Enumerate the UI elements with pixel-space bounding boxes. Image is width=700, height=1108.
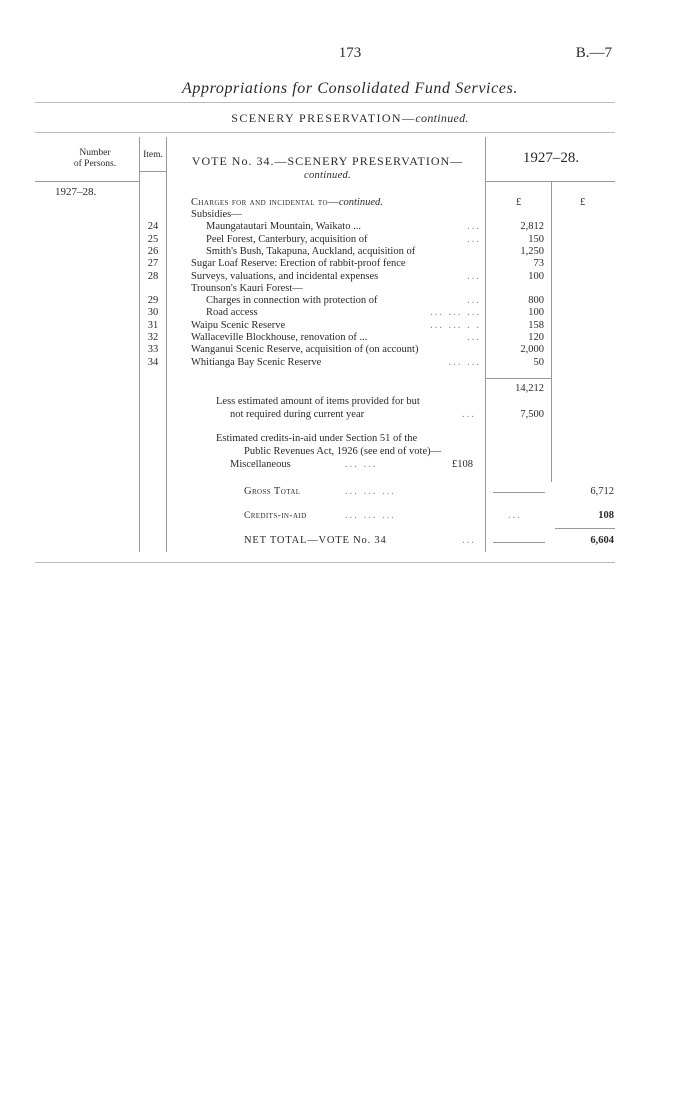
header-item: Item. bbox=[143, 150, 163, 160]
header-year: 1927–28. bbox=[522, 150, 580, 166]
currency-col2: £ bbox=[580, 197, 586, 208]
less-line2: not required during current year bbox=[230, 409, 365, 420]
item-header-rule bbox=[140, 171, 166, 172]
item-number: 30 bbox=[147, 307, 159, 319]
item-number: 26 bbox=[147, 245, 159, 257]
page-title: Appropriations for Consolidated Fund Services. bbox=[182, 80, 518, 97]
net-total-dots: ... bbox=[462, 535, 476, 546]
item-description: Road access bbox=[206, 307, 258, 319]
net-total-rule bbox=[555, 528, 615, 529]
item-number: 31 bbox=[147, 319, 159, 331]
persons-year: 1927–28. bbox=[55, 186, 97, 198]
item-description: Peel Forest, Canterbury, acquisition of bbox=[206, 233, 368, 245]
item-dots: ... bbox=[467, 270, 481, 282]
credits-note-dots: ... ... bbox=[345, 459, 378, 470]
item-dots: ... bbox=[467, 295, 481, 307]
item-number: 34 bbox=[147, 356, 159, 368]
header-vote-line1: VOTE No. 34.—SCENERY PRESERVATION— bbox=[191, 154, 464, 168]
credits-in-aid-label: Credits-in-aid bbox=[244, 511, 307, 521]
item-number: 28 bbox=[147, 270, 159, 282]
credits-in-aid-amount: 108 bbox=[598, 510, 614, 521]
item-description: Whitianga Bay Scenic Reserve bbox=[191, 356, 322, 368]
page-number: 173 bbox=[338, 45, 362, 61]
item-amount: 100 bbox=[528, 307, 544, 319]
persons-header-rule bbox=[35, 181, 139, 182]
item-amount: 100 bbox=[528, 270, 544, 282]
item-number: 24 bbox=[147, 221, 159, 233]
item-amount: 2,812 bbox=[520, 221, 544, 233]
item-description: Surveys, valuations, and incidental expenses bbox=[191, 270, 379, 282]
charges-heading-main: Charges for and incidental to— bbox=[191, 197, 339, 208]
charges-heading bbox=[191, 197, 383, 209]
item-amount: 50 bbox=[533, 356, 544, 368]
gross-col1-rule bbox=[493, 492, 545, 493]
header-persons-line1: Number bbox=[79, 148, 111, 158]
header-vote-line2: continued. bbox=[303, 170, 352, 181]
item-description: Maungatautari Mountain, Waikato ... bbox=[206, 221, 361, 233]
item-number: 29 bbox=[147, 295, 159, 307]
item-description: Trounson's Kauri Forest— bbox=[191, 282, 303, 294]
gross-total-dots: ... ... ... bbox=[345, 486, 396, 497]
item-description: Smith's Bush, Takapuna, Auckland, acquisition of bbox=[206, 245, 416, 257]
report-reference: B.—7 bbox=[575, 45, 612, 61]
item-amount: 158 bbox=[528, 319, 544, 331]
item-dots: ... bbox=[467, 332, 481, 343]
charges-heading-cont: continued. bbox=[338, 197, 383, 208]
item-number: 25 bbox=[147, 233, 159, 245]
currency-col1: £ bbox=[516, 197, 522, 208]
item-dots: ... bbox=[467, 233, 481, 245]
subtotal-rule bbox=[486, 378, 551, 379]
gross-total-amount: 6,712 bbox=[590, 486, 614, 497]
col-rule-amount bbox=[551, 182, 552, 482]
subtotal-amount: 14,212 bbox=[515, 383, 544, 394]
gross-total-label: Gross Total bbox=[244, 486, 301, 497]
net-total-label: NET TOTAL—VOTE No. 34 bbox=[244, 535, 387, 546]
item-number: 32 bbox=[147, 332, 159, 343]
item-amount: 120 bbox=[528, 332, 544, 343]
section-title-main: SCENERY PRESERVATION— bbox=[231, 111, 416, 125]
item-description: Wallaceville Blockhouse, renovation of ... bbox=[191, 332, 368, 343]
year-header-rule bbox=[486, 181, 615, 182]
net-col1-rule bbox=[493, 542, 545, 543]
header-vote bbox=[170, 155, 485, 182]
less-amount: 7,500 bbox=[520, 409, 544, 420]
item-amount: 150 bbox=[528, 233, 544, 245]
net-total-amount: 6,604 bbox=[590, 535, 614, 546]
item-amount: 1,250 bbox=[520, 245, 544, 257]
item-description: Waipu Scenic Reserve bbox=[191, 319, 286, 331]
item-amount: 2,000 bbox=[520, 344, 544, 356]
credits-note-line3: Miscellaneous bbox=[230, 459, 291, 470]
credits-in-aid-dots: ... ... ... bbox=[345, 510, 396, 521]
item-dots: ... bbox=[467, 221, 481, 233]
item-dots: ... ... ... bbox=[430, 307, 481, 319]
item-description: Charges in connection with protection of bbox=[206, 295, 378, 307]
credits-note-line1: Estimated credits-in-aid under Section 51 of the bbox=[216, 433, 418, 444]
credits-in-aid-col1: ... bbox=[508, 510, 522, 521]
item-description: Subsidies— bbox=[191, 209, 242, 220]
table-bottom-rule bbox=[35, 562, 615, 563]
item-description: Sugar Loaf Reserve: Erection of rabbit-proof fence bbox=[191, 258, 406, 270]
item-amount: 800 bbox=[528, 295, 544, 307]
header-number-of-persons bbox=[50, 148, 140, 170]
item-number: 33 bbox=[147, 344, 159, 356]
header-persons-line2: of Persons. bbox=[73, 159, 117, 169]
credits-note-line2: Public Revenues Act, 1926 (see end of vote)— bbox=[244, 446, 442, 457]
less-dots: ... bbox=[462, 409, 476, 420]
less-line1: Less estimated amount of items provided for but bbox=[216, 396, 420, 407]
section-title-cont: continued. bbox=[415, 111, 469, 125]
credits-note-amount: £108 bbox=[452, 459, 473, 470]
col-rule-item bbox=[166, 137, 167, 552]
item-dots: ... ... . . bbox=[430, 319, 481, 331]
item-dots: ... ... bbox=[448, 356, 481, 368]
item-description: Wanganui Scenic Reserve, acquisition of (on account) bbox=[191, 344, 419, 356]
item-number: 27 bbox=[147, 258, 159, 270]
item-amount: 73 bbox=[533, 258, 544, 270]
